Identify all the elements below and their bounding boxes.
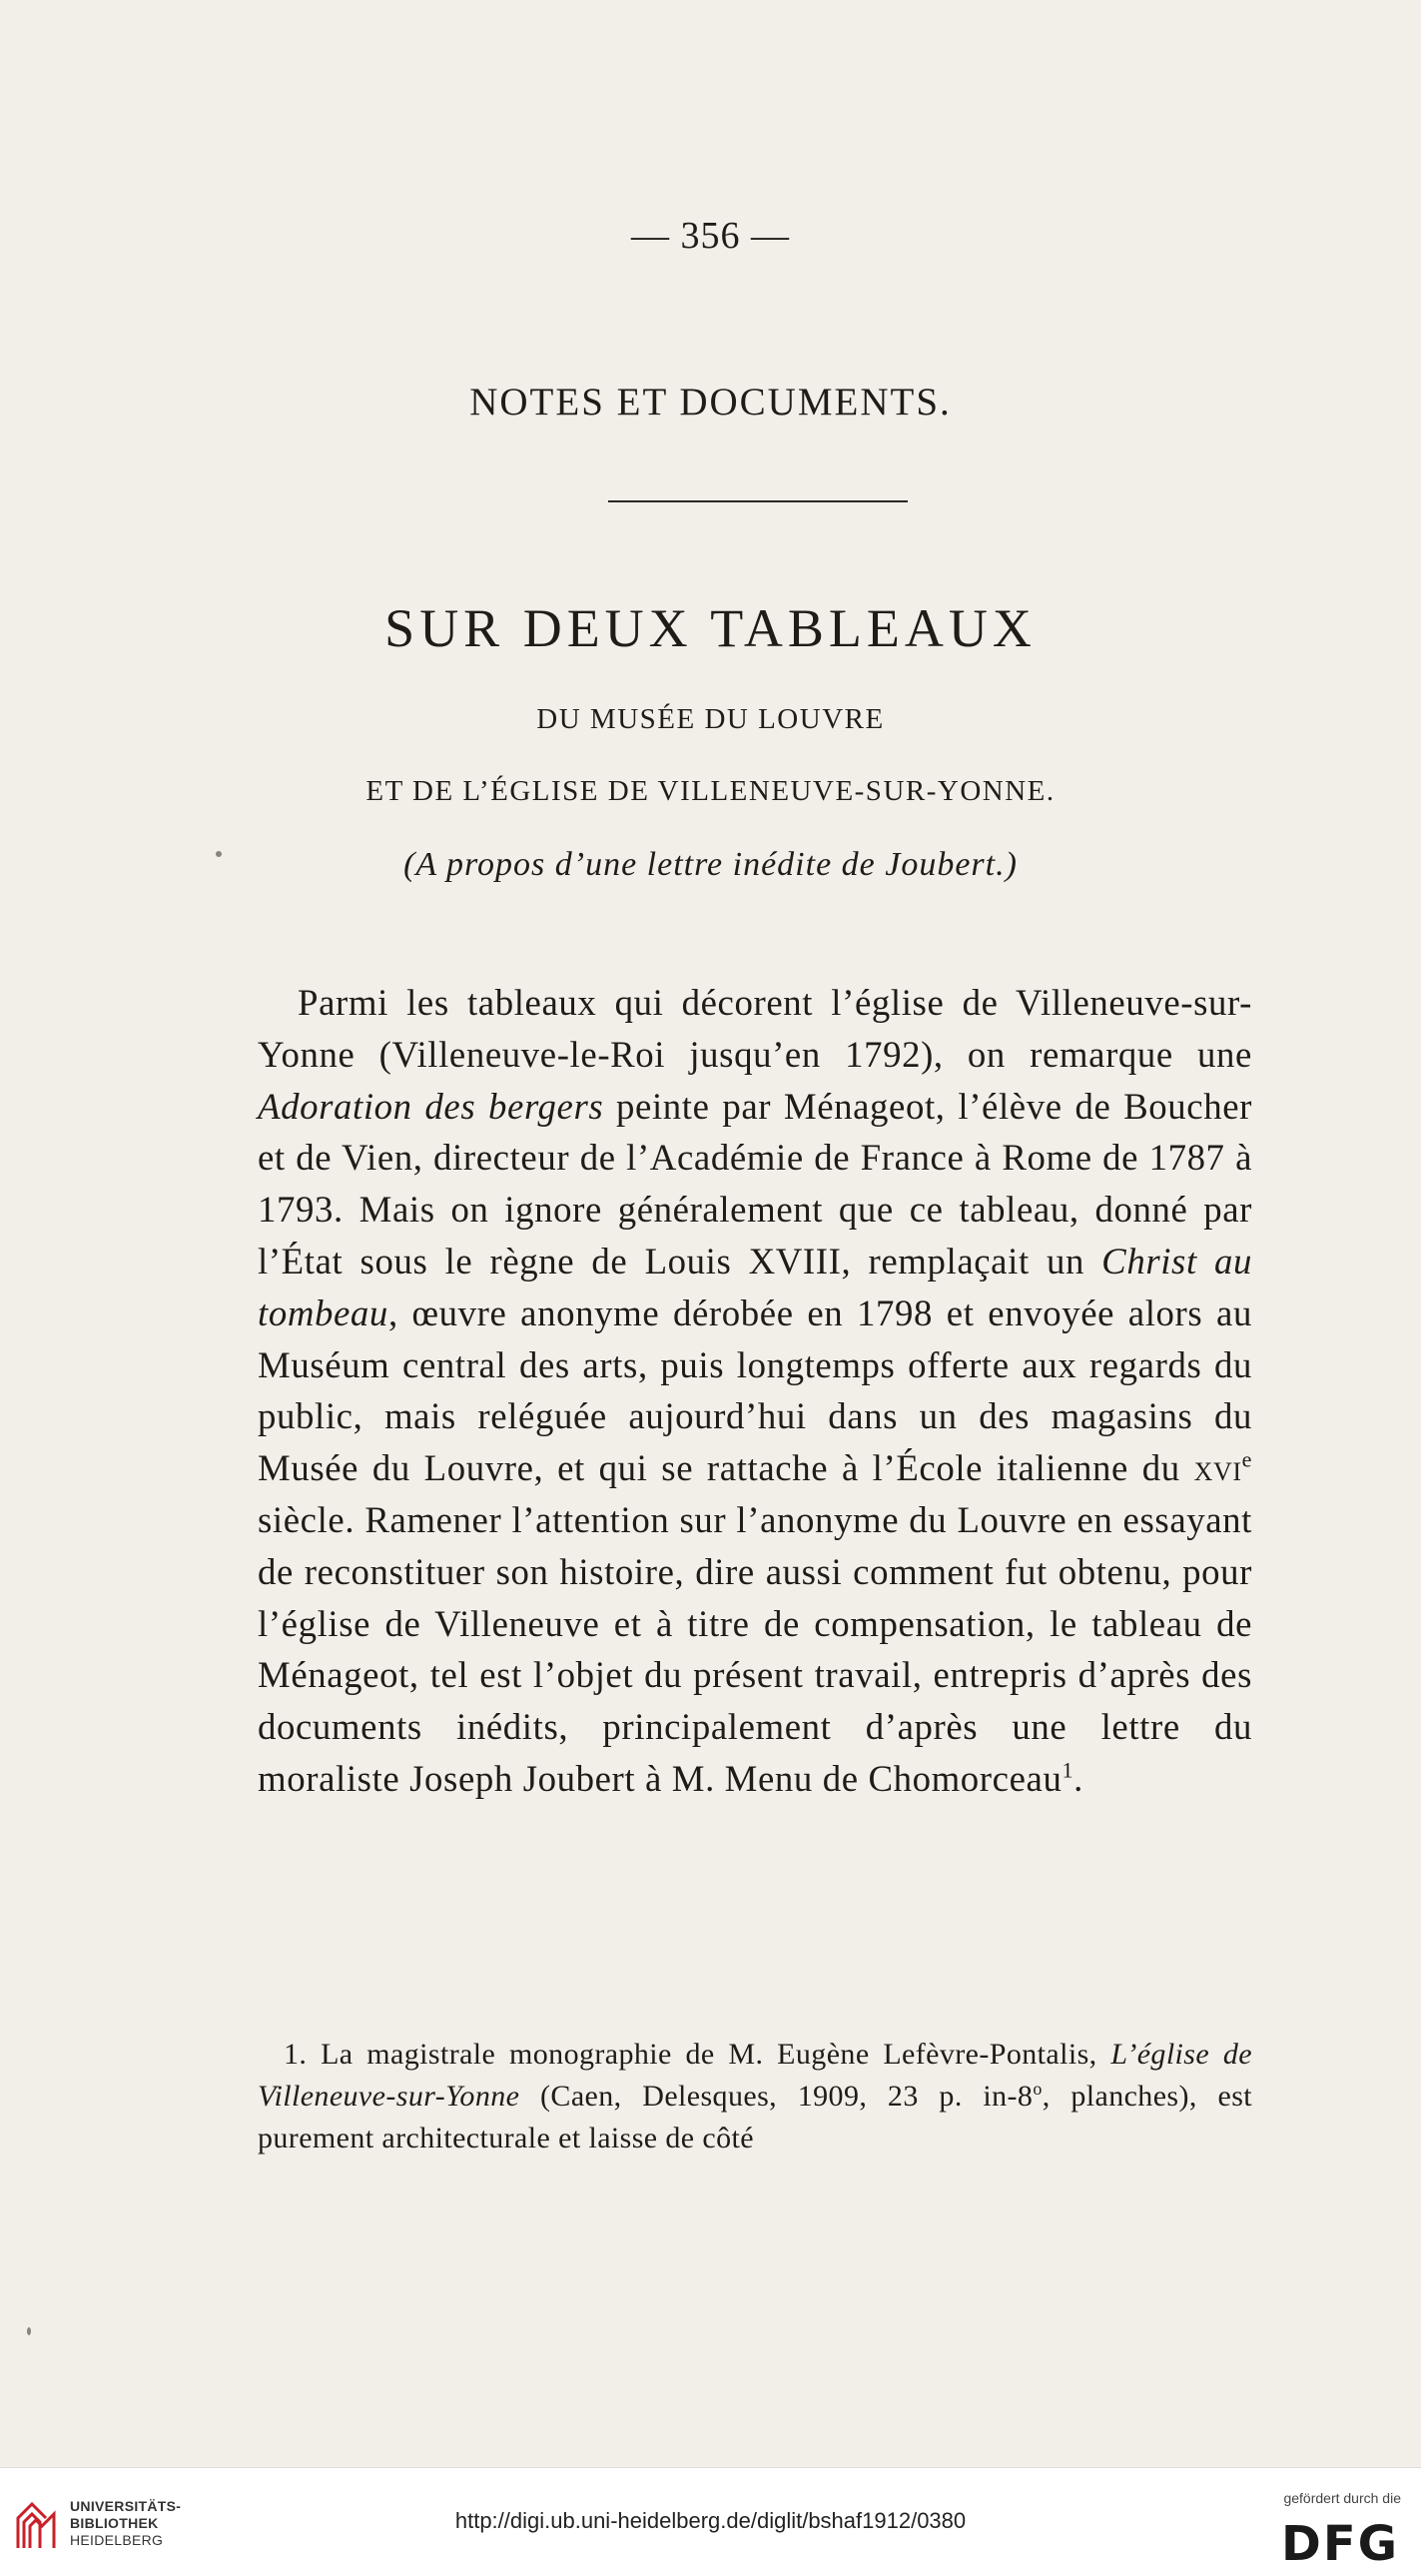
dfg-logo: DFG	[1280, 2516, 1399, 2572]
footnote-reference: 1	[1062, 1757, 1074, 1783]
paper-speck	[216, 851, 222, 857]
permalink-url[interactable]: http://digi.ub.uni-heidelberg.de/diglit/bshaf1912/0380	[454, 2508, 967, 2533]
article-subtitle-2: ET DE L’ÉGLISE DE VILLENEUVE-SUR-YONNE.	[365, 775, 1056, 807]
body-paragraph: Parmi les tableaux qui décorent l’église de Villeneuve-sur-Yonne (Villeneuve-le-Roi jusqu’en 1792), on remarque une Adoration des bergers peinte par Ménageot, l’élève de Boucher et de Vien, directeur de l’Académie de France à Rome de 1787 à 1793. Mais on ignore généralement que ce tableau, donné par l’État sous le règne de Louis XVIII, remplaçait un Christ au tombeau, œuvre anonyme dérobée en 1798 et envoyée alors au Muséum central des arts, puis longtemps offerte aux regards du public, mais reléguée aujourd’hui dans un des magasins du Musée du Louvre, et qui se rattache à l’École italienne du xvi$^e$ siècle. Ramener l’attention sur l’anonyme du Louvre en essayant de reconstituer son histoire, dire aussi comment fut obtenu, pour l’église de Villeneuve et à titre de compensation, le tableau de Ménageot, tel est l’objet du présent travail, entrepris d’après des documents inédits, principalement d’après une lettre du moraliste Joseph Joubert à M. Menu de Chomorceau$^1$.	[258, 982, 1252, 1799]
footnote: 1. La magistrale monographie de M. Eugène Lefèvre-Pontalis, L’église de Villeneuve-sur-Yonne (Caen, Delesques, 1909, 23 p. in-8$^o$, planches), est purement architecturale et laisse de côté	[258, 2038, 1252, 2154]
italic-title-adoration: Adoration des bergers	[258, 1085, 604, 1127]
section-title: NOTES ET DOCUMENTS.	[469, 381, 952, 424]
article-subtitle-3: (A propos d’une lettre inédite de Joubert.)	[403, 846, 1018, 883]
page-number: — 356 —	[631, 215, 790, 257]
title-rule	[608, 500, 908, 502]
italic-title-christ: Christ au tombeau	[258, 1240, 1252, 1333]
paper-speck	[27, 2327, 31, 2335]
article-subtitle-1: DU MUSÉE DU LOUVRE	[536, 703, 885, 735]
university-library-name: UNIVERSITÄTS- BIBLIOTHEK HEIDELBERG	[70, 2498, 182, 2548]
article-title: SUR DEUX TABLEAUX	[384, 598, 1037, 658]
dfg-caption: gefördert durch die	[1283, 2490, 1401, 2506]
viewer-footer	[0, 2467, 1421, 2576]
